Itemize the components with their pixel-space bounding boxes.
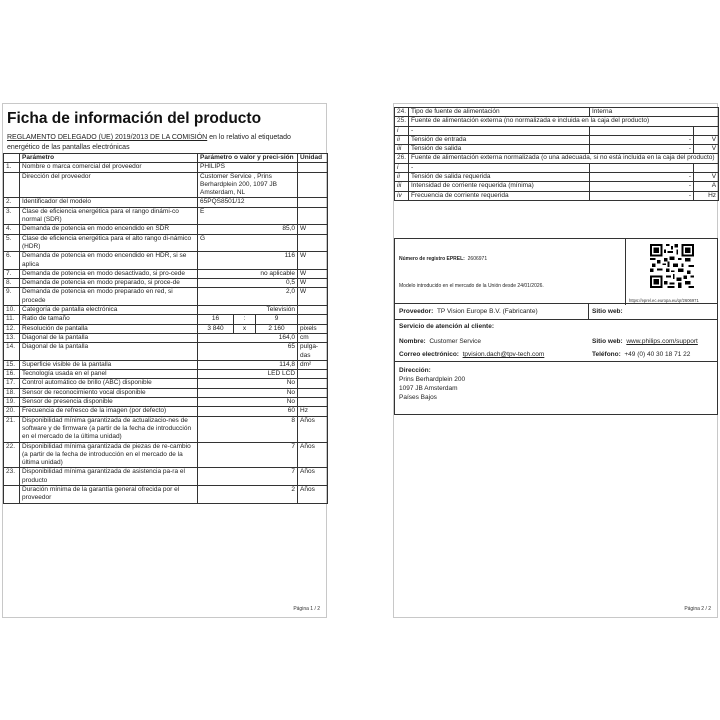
service-phone-value: +49 (0) 40 30 18 71 22 xyxy=(624,351,691,358)
address-label: Dirección: xyxy=(399,367,431,374)
energy-label-info xyxy=(394,238,718,415)
table-row xyxy=(395,191,719,200)
row-label: Demanda de potencia en modo encendido en SDR xyxy=(20,225,198,234)
row-number: 12. xyxy=(4,324,20,333)
header-num-cell xyxy=(4,154,20,163)
row-label: Disponibilidad mínima garantizada de asistencia pa-ra el producto xyxy=(20,468,198,486)
table-row xyxy=(395,145,719,154)
page-footer: Página 2 / 2 xyxy=(684,606,711,612)
address-line: Países Bajos xyxy=(399,394,437,401)
row-value: - xyxy=(590,191,694,200)
table-row xyxy=(4,442,328,468)
regulation-link[interactable]: REGLAMENTO DELEGADO (UE) 2019/2013 DE LA COMISIÓN xyxy=(7,134,208,141)
row-label: Tensión de salida requerida xyxy=(409,173,590,182)
regulation-subtitle-text: en lo relativo al etiquetado energético de las pantallas electrónicas xyxy=(7,134,291,151)
row-unit: pixels xyxy=(298,324,328,333)
service-website-link[interactable]: www.philips.com/support xyxy=(626,338,698,345)
row-label: Superficie visible de la pantalla xyxy=(20,360,198,369)
provider-label: Proveedor: xyxy=(399,308,434,315)
table-row xyxy=(4,333,328,342)
row-number: 20. xyxy=(4,407,20,416)
row-value: 60 xyxy=(198,407,298,416)
row-number: 22. xyxy=(4,442,20,468)
table-row xyxy=(395,163,719,172)
row-unit xyxy=(298,398,328,407)
row-label: Categoría de pantalla electrónica xyxy=(20,306,198,315)
power-supply-table xyxy=(394,107,719,201)
row-value: 2,0 xyxy=(198,288,298,306)
service-email-label: Correo electrónico: xyxy=(399,351,459,358)
row-unit: A xyxy=(694,182,719,191)
row-label: Sensor de presencia disponible xyxy=(20,398,198,407)
row-number: 18. xyxy=(4,388,20,397)
row-label: - xyxy=(409,163,590,172)
table-row xyxy=(4,388,328,397)
row-number: 6. xyxy=(4,252,20,270)
service-website-label: Sitio web: xyxy=(592,338,623,345)
table-row xyxy=(4,315,328,324)
address-line: 1097 JB Amsterdam xyxy=(399,385,458,392)
row-value: No xyxy=(198,379,298,388)
row-value: 164,0 xyxy=(198,333,298,342)
row-unit xyxy=(298,198,328,207)
row-unit xyxy=(298,315,328,324)
row-label: Dirección del proveedor xyxy=(20,172,198,198)
table-row xyxy=(395,154,719,163)
row-label: Frecuencia de corriente requerida xyxy=(409,191,590,200)
row-unit xyxy=(694,163,719,172)
table-row xyxy=(4,172,328,198)
row-label: Nombre o marca comercial del proveedor xyxy=(20,163,198,172)
table-row xyxy=(395,182,719,191)
row-label: Duración mínima de la garantía general ofrecida por el proveedor xyxy=(20,485,198,503)
website-label: Sitio web: xyxy=(592,308,623,315)
table-row xyxy=(4,370,328,379)
table-row xyxy=(4,343,328,361)
row-number: 23. xyxy=(4,468,20,486)
table-row xyxy=(4,198,328,207)
row-unit: W xyxy=(298,279,328,288)
row-unit xyxy=(298,306,328,315)
row-unit: Años xyxy=(298,442,328,468)
row-value-b: 9 xyxy=(256,315,298,324)
row-value: Customer Service , Prins Berhardplein 200, 1097 JB Amsterdam, NL xyxy=(198,172,298,198)
row-number: 9. xyxy=(4,288,20,306)
row-unit: cm xyxy=(298,333,328,342)
table-row xyxy=(4,163,328,172)
row-unit: W xyxy=(298,252,328,270)
table-row xyxy=(4,306,328,315)
eprel-registration xyxy=(399,256,487,262)
table-row xyxy=(4,416,328,442)
row-label: Demanda de potencia en modo preparado en red, si procede xyxy=(20,288,198,306)
row-value: 2 xyxy=(198,485,298,503)
row-unit: pulga-das xyxy=(298,343,328,361)
table-row xyxy=(4,234,328,252)
row-sub-index: ii xyxy=(395,135,409,144)
row-unit: W xyxy=(298,269,328,278)
row-value: 65 xyxy=(198,343,298,361)
row-number: 8. xyxy=(4,279,20,288)
service-name-label: Nombre: xyxy=(399,338,426,345)
table-row xyxy=(4,279,328,288)
page-footer: Página 1 / 2 xyxy=(293,606,320,612)
row-label: Demanda de potencia en modo preparado, si proce-de xyxy=(20,279,198,288)
row-number xyxy=(4,172,20,198)
row-number: 19. xyxy=(4,398,20,407)
qr-code-icon[interactable] xyxy=(650,244,694,288)
row-value: 7 xyxy=(198,468,298,486)
row-number: 7. xyxy=(4,269,20,278)
row-label: Fuente de alimentación externa normalizada (o una adecuada, si no está incluida en la caja del producto) xyxy=(409,154,719,163)
row-label: Disponibilidad mínima garantizada de piezas de re-cambio (a partir de la fecha de introducción en el mercado de la última unidad) xyxy=(20,442,198,468)
row-value: 65PQS8501/12 xyxy=(198,198,298,207)
row-value: No xyxy=(198,398,298,407)
row-value: Televisión xyxy=(198,306,298,315)
eprel-registration-number: 2606971 xyxy=(467,256,488,262)
row-number: 17. xyxy=(4,379,20,388)
eprel-registration-box xyxy=(394,238,718,304)
provider-value: TP Vision Europe B.V. (Fabricante) xyxy=(436,308,538,315)
row-value: - xyxy=(590,173,694,182)
row-number: 14. xyxy=(4,343,20,361)
customer-service-box xyxy=(394,320,718,362)
row-unit xyxy=(298,163,328,172)
row-label: Control automático de brillo (ABC) disponible xyxy=(20,379,198,388)
row-label: Tensión de entrada xyxy=(409,135,590,144)
row-value xyxy=(590,163,694,172)
row-label: Demanda de potencia en modo encendido en HDR, si se aplica xyxy=(20,252,198,270)
row-label: Fuente de alimentación externa (no normalizada e incluida en la caja del producto) xyxy=(409,117,719,126)
row-unit: Años xyxy=(298,485,328,503)
row-number: 3. xyxy=(4,207,20,225)
row-unit: dm² xyxy=(298,360,328,369)
row-unit xyxy=(298,379,328,388)
table-row xyxy=(4,207,328,225)
row-sub-index: iii xyxy=(395,182,409,191)
row-unit: V xyxy=(694,145,719,154)
row-number: 4. xyxy=(4,225,20,234)
row-value xyxy=(590,126,694,135)
service-email-link[interactable]: tpvision.dach@tpv-tech.com xyxy=(462,351,545,358)
page-1 xyxy=(2,103,327,618)
table-row xyxy=(4,225,328,234)
row-number: 26. xyxy=(395,154,409,163)
product-info-table xyxy=(3,153,328,504)
row-unit xyxy=(694,126,719,135)
row-number: 15. xyxy=(4,360,20,369)
row-unit: V xyxy=(694,173,719,182)
row-value: 85,0 xyxy=(198,225,298,234)
row-value: No xyxy=(198,388,298,397)
row-number: 5. xyxy=(4,234,20,252)
row-sub-index: iv xyxy=(395,191,409,200)
eprel-registration-label: Número de registro EPREL: xyxy=(399,256,465,262)
row-value: - xyxy=(590,182,694,191)
row-label: Identificador del modelo xyxy=(20,198,198,207)
row-unit: W xyxy=(298,225,328,234)
row-number: 11. xyxy=(4,315,20,324)
row-number: 24. xyxy=(395,108,409,117)
row-label: Sensor de reconocimiento vocal disponible xyxy=(20,388,198,397)
service-name-value: Customer Service xyxy=(429,338,482,345)
row-value-a: 16 xyxy=(198,315,234,324)
row-unit xyxy=(298,388,328,397)
row-unit: Hz xyxy=(694,191,719,200)
address-line: Prins Berhardplein 200 xyxy=(399,376,466,383)
row-value: 8 xyxy=(198,416,298,442)
row-value: 114,8 xyxy=(198,360,298,369)
table-row xyxy=(4,360,328,369)
row-label: Clase de eficiencia energética para el alto rango di-námico (HDR) xyxy=(20,234,198,252)
row-sub-index: iii xyxy=(395,145,409,154)
row-value: G xyxy=(198,234,298,252)
table-row xyxy=(4,379,328,388)
row-value: LED LCD xyxy=(198,370,298,379)
page-title: Ficha de información del producto xyxy=(7,110,262,127)
market-intro-text: Modelo introducido en el mercado de la Unión desde 24/01/2026. xyxy=(399,283,544,289)
row-number: 16. xyxy=(4,370,20,379)
row-number xyxy=(4,485,20,503)
page-2 xyxy=(393,103,718,618)
table-header xyxy=(4,154,328,163)
row-number: 13. xyxy=(4,333,20,342)
row-value: PHILIPS xyxy=(198,163,298,172)
row-unit: Hz xyxy=(298,407,328,416)
provider-row xyxy=(394,304,718,320)
row-value-sep: : xyxy=(234,315,256,324)
row-label: Resolución de pantalla xyxy=(20,324,198,333)
table-row xyxy=(395,135,719,144)
row-number: 10. xyxy=(4,306,20,315)
row-unit xyxy=(298,172,328,198)
row-unit: V xyxy=(694,135,719,144)
row-unit: W xyxy=(298,288,328,306)
qr-url-link[interactable]: https://eprel.ec.europa.eu/qr/2606971 xyxy=(629,298,699,303)
table-row xyxy=(4,485,328,503)
header-value: Parámetro o valor y preci-sión xyxy=(198,154,298,163)
table-row xyxy=(395,117,719,126)
row-value: 0,5 xyxy=(198,279,298,288)
row-sub-index: i xyxy=(395,163,409,172)
table-row xyxy=(4,398,328,407)
row-label: - xyxy=(409,126,590,135)
table-row xyxy=(395,126,719,135)
row-unit: Años xyxy=(298,416,328,442)
row-unit: Años xyxy=(298,468,328,486)
row-label: Demanda de potencia en modo desactivado, si pro-cede xyxy=(20,269,198,278)
table-row xyxy=(4,288,328,306)
row-value-sep: x xyxy=(234,324,256,333)
row-value-a: 3 840 xyxy=(198,324,234,333)
regulation-subtitle xyxy=(7,133,323,153)
table-row xyxy=(4,252,328,270)
row-value: Interna xyxy=(590,108,719,117)
row-label: Frecuencia de refresco de la imagen (por defecto) xyxy=(20,407,198,416)
row-label: Diagonal de la pantalla xyxy=(20,343,198,361)
row-unit xyxy=(298,234,328,252)
address-box xyxy=(394,362,718,415)
row-label: Disponibilidad mínima garantizada de actualizacio-nes de software y de firmware (a partir de la fecha de introducción en el mercado de la última unidad) xyxy=(20,416,198,442)
row-value: - xyxy=(590,145,694,154)
row-label: Tensión de salida xyxy=(409,145,590,154)
table-row xyxy=(395,173,719,182)
row-value: 116 xyxy=(198,252,298,270)
row-label: Clase de eficiencia energética para el rango dinámi-co normal (SDR) xyxy=(20,207,198,225)
table-row xyxy=(4,468,328,486)
table-row xyxy=(4,324,328,333)
row-label: Tipo de fuente de alimentación xyxy=(409,108,590,117)
row-label: Ratio de tamaño xyxy=(20,315,198,324)
row-value: E xyxy=(198,207,298,225)
row-value: 7 xyxy=(198,442,298,468)
row-number: 2. xyxy=(4,198,20,207)
row-unit xyxy=(298,207,328,225)
row-value: - xyxy=(590,135,694,144)
table-row xyxy=(4,407,328,416)
row-sub-index: i xyxy=(395,126,409,135)
service-phone-label: Teléfono: xyxy=(592,351,621,358)
row-number: 25. xyxy=(395,117,409,126)
service-title: Servicio de atención al cliente: xyxy=(399,323,495,330)
row-number: 21. xyxy=(4,416,20,442)
table-row xyxy=(395,108,719,117)
row-label: Tecnología usada en el panel xyxy=(20,370,198,379)
header-param: Parámetro xyxy=(20,154,198,163)
row-label: Diagonal de la pantalla xyxy=(20,333,198,342)
row-number: 1. xyxy=(4,163,20,172)
row-value-b: 2 160 xyxy=(256,324,298,333)
table-row xyxy=(4,269,328,278)
header-unit: Unidad xyxy=(298,154,328,163)
row-unit xyxy=(298,370,328,379)
row-sub-index: ii xyxy=(395,173,409,182)
row-label: Intensidad de corriente requerida (mínima) xyxy=(409,182,590,191)
row-value: no aplicable xyxy=(198,269,298,278)
